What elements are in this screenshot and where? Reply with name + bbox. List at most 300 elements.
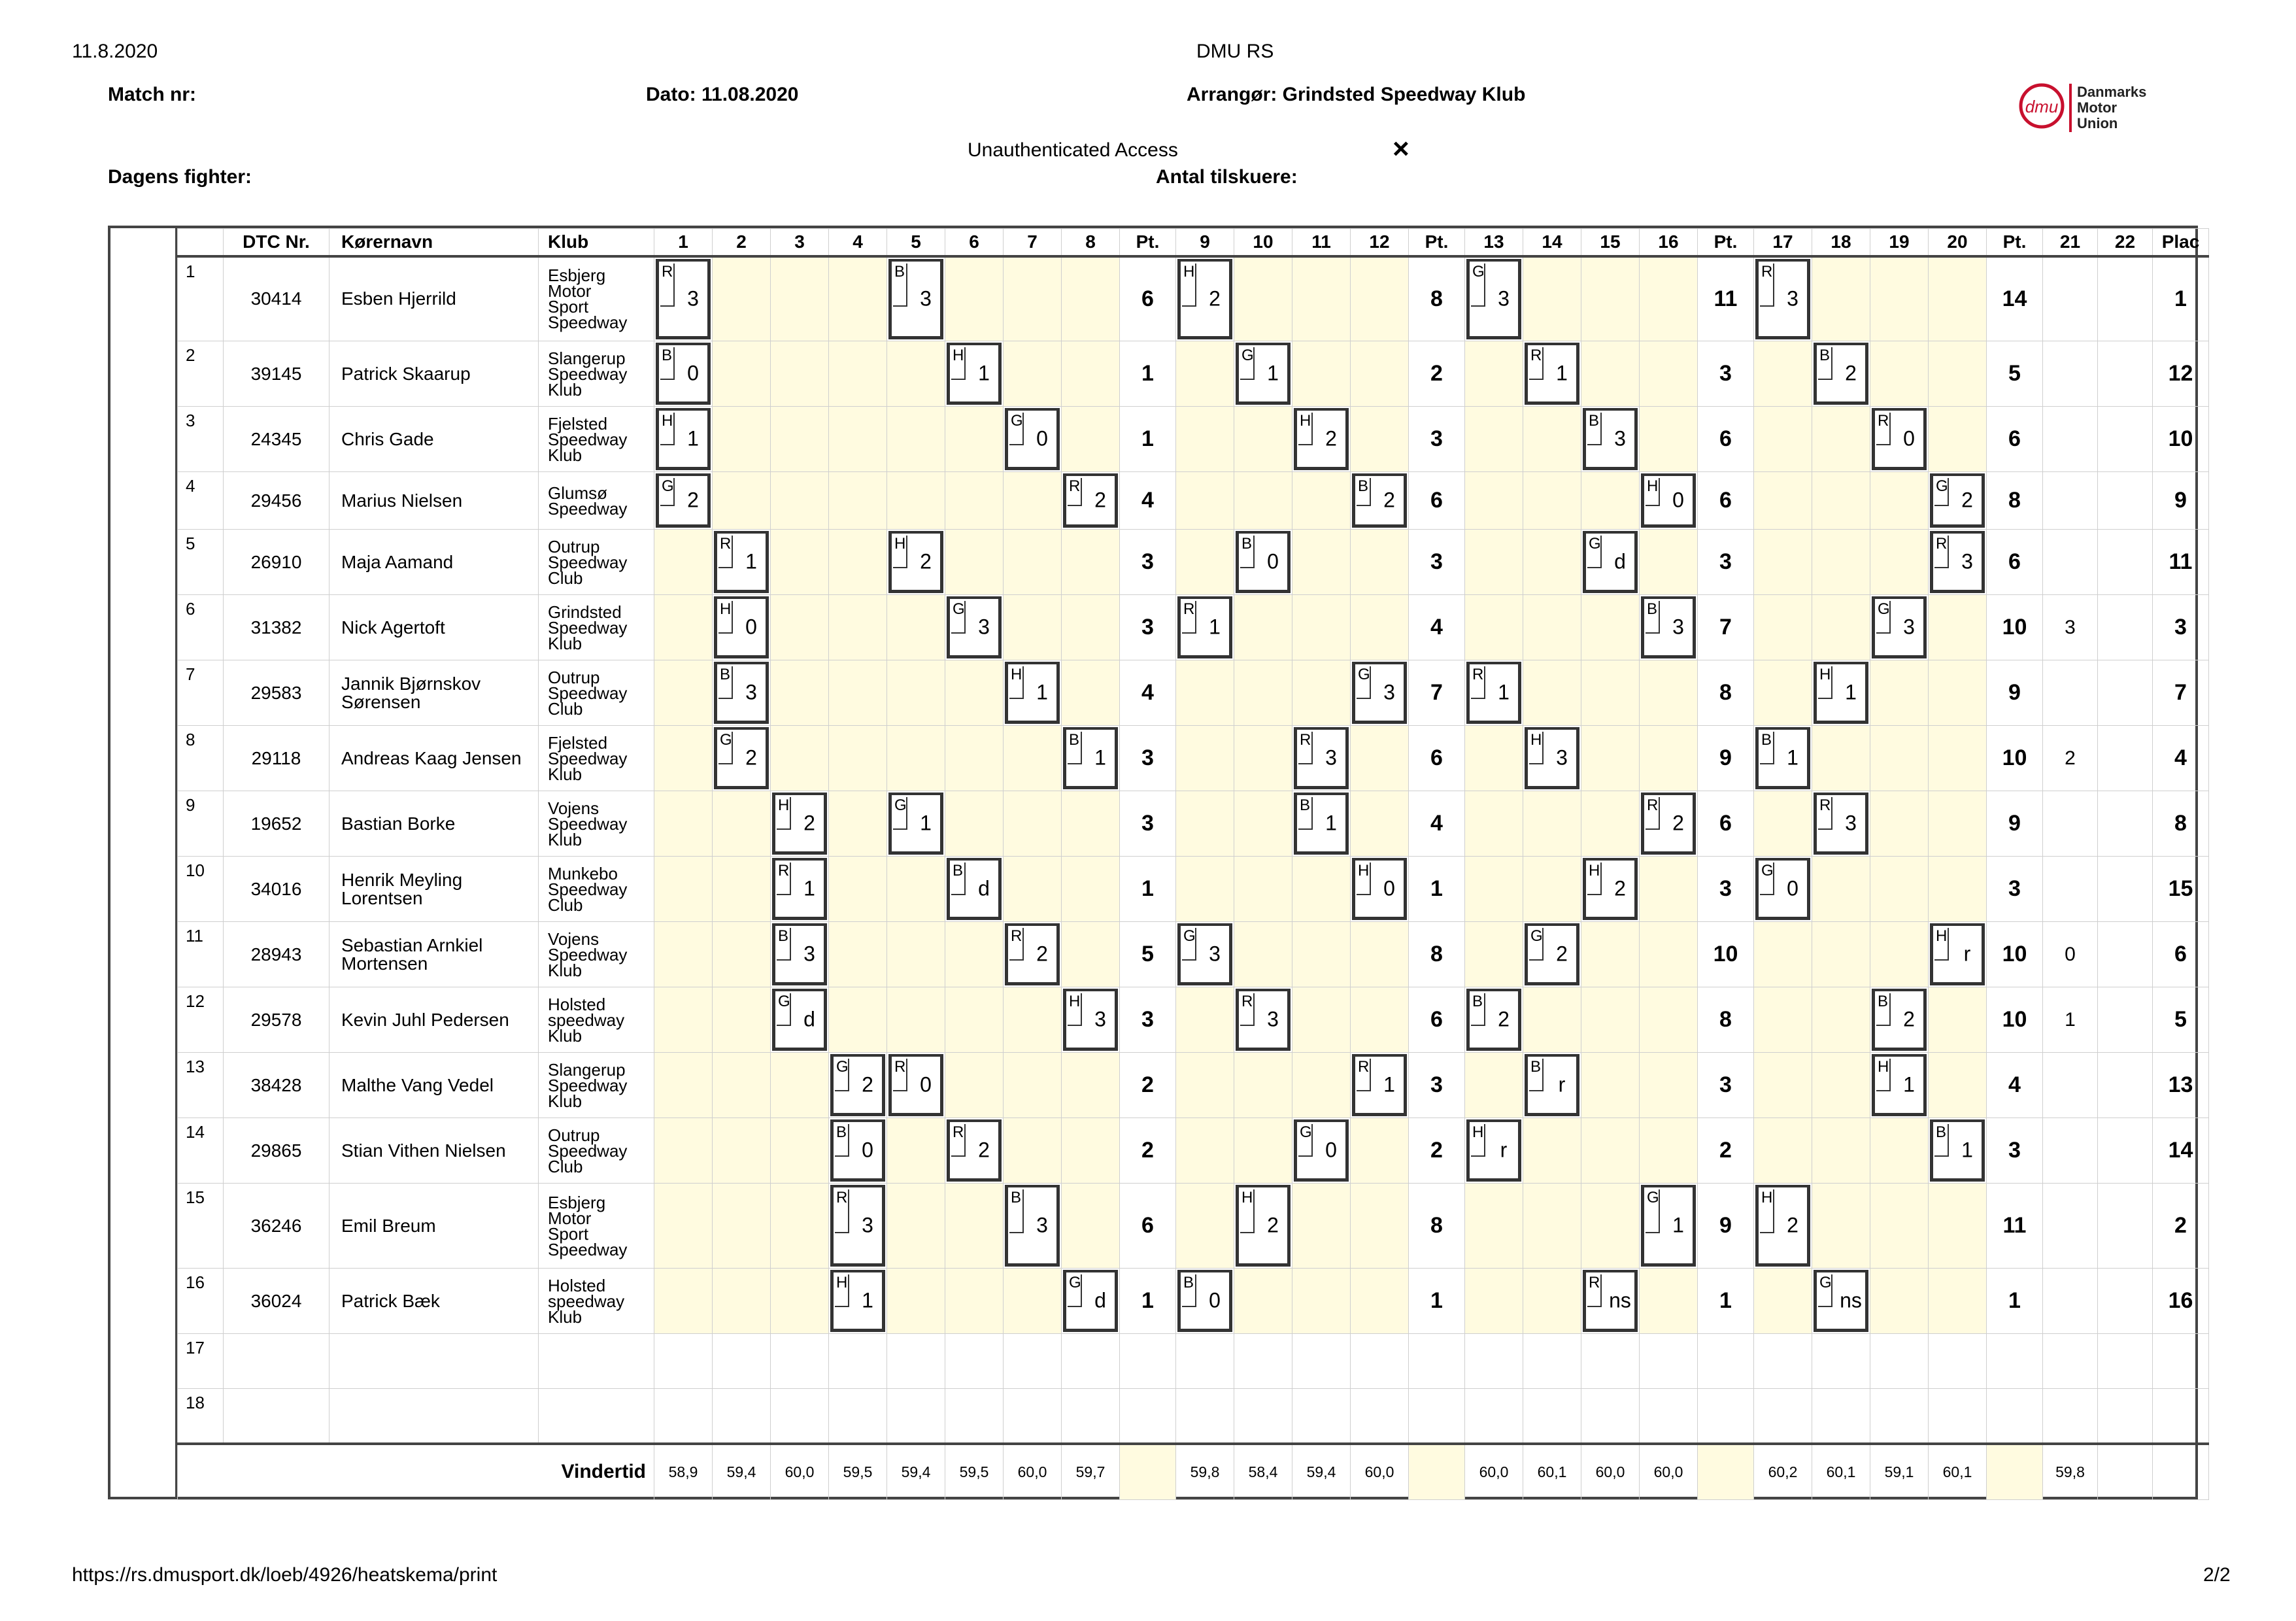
heat-cell [1351,1118,1409,1184]
table-row [178,595,2209,660]
heat-result-box [1177,1270,1232,1332]
rider-number: 3 [178,407,224,472]
points-subtotal: 10 [1987,726,2043,791]
rider-club [539,1269,654,1334]
table-row [178,791,2209,857]
heat-cell [1234,407,1292,472]
club-line: Slangerup [548,348,626,368]
placement [2153,1389,2209,1444]
heat-cell [945,791,1004,857]
heat-cell [1176,660,1234,726]
club-line: Munkebo [548,863,618,883]
heat-cell [1523,1269,1581,1334]
points-subtotal: 10 [1987,595,2043,660]
heat-result-box [1177,259,1232,340]
heat-cell [829,1334,887,1389]
heat-cell [1292,1334,1351,1389]
points-subtotal: 5 [1987,341,2043,407]
club-line: Speedway [548,429,628,449]
heat-cell [1640,922,1698,987]
heat-cell [1870,660,1929,726]
points-subtotal: 7 [1698,595,1754,660]
club-line: Speedway [548,683,628,703]
points-subtotal: 6 [1120,1184,1176,1269]
heat-cell [1581,1053,1640,1118]
heat-cell [1176,530,1234,595]
heat-result-box [1294,793,1349,855]
heat-cell [1292,726,1351,791]
points-subtotal: 3 [1120,530,1176,595]
heat-cell [1062,1184,1120,1269]
heat-result-box [1005,923,1060,985]
club-line: Grindsted [548,602,622,622]
points-subtotal: 2 [1409,1118,1465,1184]
col-header: 17 [1754,229,1812,256]
heat-cell [1581,256,1640,341]
rider-dtc: 34016 [224,857,329,922]
heat-cell [1870,1389,1929,1444]
heat-table [177,228,2209,1500]
heat-result-box [830,1119,885,1182]
heat-cell [829,1389,887,1444]
club-line: Outrup [548,1125,600,1145]
heat-cell [1351,530,1409,595]
placement: 15 [2153,857,2209,922]
heat-cell [1870,922,1929,987]
heat-22-cell [2098,1118,2153,1184]
heat-cell [1523,660,1581,726]
heat-cell [1929,595,1987,660]
heat-cell [1929,1053,1987,1118]
heat-cell [1351,341,1409,407]
gate-label: H [1529,732,1544,764]
gate-label: H [718,601,733,634]
heat-result-box [1236,531,1291,593]
points-subtotal: 3 [1698,341,1754,407]
heat-cell [1640,1118,1698,1184]
heat-cell [1465,341,1523,407]
heat-cell [771,472,829,530]
heat-points: 2 [745,745,757,770]
gate-label: G [777,993,791,1026]
rider-dtc: 38428 [224,1053,329,1118]
heat-cell [1234,530,1292,595]
heat-points: r [1500,1138,1508,1162]
gate-label: B [660,347,675,380]
heat-result-box [888,1054,943,1116]
heat-cell [887,1334,945,1389]
col-header: 19 [1870,229,1929,256]
heat-21-cell: 3 [2043,595,2098,660]
rider-name: Kevin Juhl Pedersen [329,987,539,1053]
col-header: Pt. [1698,229,1754,256]
heat-cell [1176,1389,1234,1444]
points-subtotal: 2 [1120,1118,1176,1184]
heat-cell [1292,791,1351,857]
vindertid-value: 60,2 [1754,1444,1812,1500]
heat-cell [945,922,1004,987]
points-subtotal: 10 [1698,922,1754,987]
heat-21-cell [2043,857,2098,922]
club-line: Club [548,1156,583,1176]
club-line: Klub [548,445,582,465]
heat-cell [1929,1334,1987,1389]
heat-cell [1234,987,1292,1053]
heat-cell [1754,1389,1812,1444]
rider-name: Maja Aamand [329,530,539,595]
heat-result-box [1930,473,1985,528]
rider-name: Jannik Bjørnskov Sørensen [329,660,539,726]
heat-cell [829,660,887,726]
club-line: Motor [548,281,592,301]
heat-21-cell [2043,1389,2098,1444]
heat-cell [1176,1269,1234,1334]
heat-result-box [772,989,827,1051]
rider-club [539,1389,654,1444]
heat-result-box [1466,989,1521,1051]
heat-cell [1870,1053,1929,1118]
col-header: Pt. [1409,229,1465,256]
table-row [178,1269,2209,1334]
points-subtotal: 3 [1409,1053,1465,1118]
heat-points: 2 [1672,811,1684,835]
heat-cell [654,472,713,530]
heat-cell [1812,1118,1870,1184]
heat-cell [1812,407,1870,472]
rider-club [539,726,654,791]
heat-cell [829,1269,887,1334]
heat-result-box [1005,408,1060,470]
points-subtotal [1409,1334,1465,1389]
club-line: Fjelsted [548,732,608,753]
heat-cell [1581,1389,1640,1444]
heat-cell [654,1053,713,1118]
heat-result-box [947,343,1002,405]
points-subtotal: 1 [1987,1269,2043,1334]
gate-label: R [1876,413,1891,445]
heat-cell [1292,407,1351,472]
placement: 3 [2153,595,2209,660]
dmu-logo [2017,78,2174,137]
gate-label: R [1529,347,1544,380]
heat-cell [1292,922,1351,987]
heat-result-box [1063,1270,1118,1332]
club-line: Club [548,698,583,719]
club-line: Speedway [548,748,628,768]
heat-cell [1523,1118,1581,1184]
heat-cell [945,1184,1004,1269]
heat-cell [1754,660,1812,726]
heat-cell [1176,1334,1234,1389]
heat-cell [1062,1053,1120,1118]
close-icon[interactable]: × [1393,133,1410,165]
heat-result-box [1930,531,1985,593]
col-header: 1 [654,229,713,256]
col-header: 16 [1640,229,1698,256]
heat-cell [1062,726,1120,791]
table-row [178,857,2209,922]
heat-cell [771,1118,829,1184]
heat-points: d [803,1007,815,1031]
heat-cell [1292,1184,1351,1269]
col-header: 4 [829,229,887,256]
heat-cell [1523,341,1581,407]
gate-label: H [1646,478,1660,506]
heat-cell [1870,472,1929,530]
print-title: DMU RS [1196,41,1274,62]
heat-cell [771,660,829,726]
rider-name: Nick Agertoft [329,595,539,660]
vindertid-value: 59,8 [2043,1444,2098,1500]
club-line: Speedway [548,813,628,834]
heat-cell [1234,256,1292,341]
heat-cell [654,660,713,726]
heat-cell [654,1334,713,1389]
heat-points: 2 [1961,488,1973,512]
heat-cell [1234,1118,1292,1184]
heat-cell [829,1053,887,1118]
points-subtotal: 1 [1409,857,1465,922]
col-header: 8 [1062,229,1120,256]
heat-cell [1465,472,1523,530]
heat-points: 2 [1325,426,1337,451]
points-subtotal: 9 [1698,1184,1754,1269]
heat-cell [1004,530,1062,595]
gate-label: R [1009,928,1024,961]
points-subtotal: 4 [1987,1053,2043,1118]
col-header: 5 [887,229,945,256]
heat-cell [1004,1389,1062,1444]
heat-result-box [830,1185,885,1267]
heat-result-box [1583,1270,1638,1332]
heat-result-box [1294,408,1349,470]
gate-label: G [1760,862,1774,895]
heat-cell [654,857,713,922]
heat-result-box [1641,1185,1696,1267]
heat-cell [654,1389,713,1444]
heat-22-cell [2098,1389,2153,1444]
placement: 2 [2153,1184,2209,1269]
heat-cell [1581,341,1640,407]
heat-cell [1581,1269,1640,1334]
col-header: Pt. [1120,229,1176,256]
gate-label: G [1646,1189,1660,1233]
rider-number: 15 [178,1184,224,1269]
heat-cell [654,1184,713,1269]
heat-points: 2 [1556,942,1568,966]
heat-result-box [1814,793,1868,855]
heat-points: 2 [862,1072,873,1097]
rider-number: 10 [178,857,224,922]
gate-label: G [1182,928,1196,961]
heat-points: d [1094,1288,1106,1312]
heat-result-box [1930,923,1985,985]
heat-cell [1523,1389,1581,1444]
heat-cell [1234,1389,1292,1444]
col-header: DTC Nr. [224,229,329,256]
heat-points: 2 [978,1138,990,1162]
heat-cell [1754,791,1812,857]
points-subtotal: 6 [1698,791,1754,857]
heat-cell [1523,791,1581,857]
heat-cell [1523,595,1581,660]
col-header: Klub [539,229,654,256]
points-subtotal: 3 [1698,1053,1754,1118]
vindertid-value: 58,4 [1234,1444,1292,1500]
heat-22-cell [2098,987,2153,1053]
heat-cell [1523,922,1581,987]
club-line: Speedway [548,364,628,384]
heat-cell [1812,1269,1870,1334]
heat-cell [1234,1053,1292,1118]
heat-cell [1062,1334,1120,1389]
vindertid-value: 59,5 [945,1444,1004,1500]
rider-number: 18 [178,1389,224,1444]
heat-cell [1176,256,1234,341]
heat-result-box [714,727,769,789]
heat-cell [1812,791,1870,857]
heat-cell [654,726,713,791]
heat-22-cell [2098,857,2153,922]
gate-label: R [1240,993,1255,1026]
col-header: 21 [2043,229,2098,256]
heat-cell [1062,341,1120,407]
heat-cell [1176,726,1234,791]
rider-club [539,595,654,660]
heat-cell [1812,1184,1870,1269]
heat-cell [1465,1118,1523,1184]
col-header: Pt. [1987,229,2043,256]
heat-cell [1351,660,1409,726]
heat-cell [1004,1118,1062,1184]
heat-cell [1812,530,1870,595]
heat-points: 3 [978,615,990,639]
heat-cell [1465,987,1523,1053]
gate-label: B [1182,1274,1196,1307]
heat-cell [1581,857,1640,922]
heat-cell [1004,857,1062,922]
club-line: Slangerup [548,1059,626,1080]
placement: 9 [2153,472,2209,530]
heat-cell [1754,857,1812,922]
heat-cell [1292,1389,1351,1444]
heat-result-box [1063,727,1118,789]
heat-22-cell [2098,256,2153,341]
heat-cell [1870,987,1929,1053]
rider-club [539,660,654,726]
heat-22-cell [2098,530,2153,595]
heat-22-cell [2098,1184,2153,1269]
heat-points: 3 [1498,286,1510,311]
heat-points: 0 [1325,1138,1337,1162]
col-header: 14 [1523,229,1581,256]
heat-cell [1351,256,1409,341]
points-subtotal: 6 [1698,472,1754,530]
rider-number: 7 [178,660,224,726]
heat-cell [1581,791,1640,857]
heat-cell [1640,857,1698,922]
rider-number: 14 [178,1118,224,1184]
heat-cell [1465,857,1523,922]
table-row [178,530,2209,595]
heat-cell [1929,1184,1987,1269]
heat-22-cell [2098,595,2153,660]
heat-cell [1812,857,1870,922]
heat-points: 2 [1903,1007,1915,1031]
heat-points: 0 [1267,549,1279,573]
heat-cell [829,791,887,857]
page-url[interactable]: https://rs.dmusport.dk/loeb/4926/heatskema/print [72,1564,498,1586]
points-subtotal [1698,1334,1754,1389]
vindertid-value: 59,4 [1292,1444,1351,1500]
gate-label: R [951,1124,966,1157]
points-subtotal: 10 [1987,987,2043,1053]
heat-cell [771,726,829,791]
rider-number: 13 [178,1053,224,1118]
heat-cell [1870,595,1929,660]
heat-cell [887,987,945,1053]
heat-cell [887,660,945,726]
heat-result-box [656,408,711,470]
heat-cell [1754,407,1812,472]
heat-points: 3 [1672,615,1684,639]
points-subtotal: 9 [1698,726,1754,791]
points-subtotal [1698,1389,1754,1444]
heat-22-cell [2098,922,2153,987]
gate-label: H [1876,1059,1891,1091]
col-header: 9 [1176,229,1234,256]
heat-cell [1292,987,1351,1053]
heat-points: r [1963,942,1971,966]
vindertid-value: 58,9 [654,1444,713,1500]
heat-cell [1176,472,1234,530]
heat-cell [1351,726,1409,791]
club-line: Fjelsted [548,413,608,434]
gate-label: R [1934,536,1949,568]
heat-cell [829,256,887,341]
heat-points: 1 [745,549,757,573]
rider-club [539,987,654,1053]
heat-cell [1176,1184,1234,1269]
heat-cell [1870,407,1929,472]
club-line: Speedway [548,617,628,638]
heat-cell [1292,1053,1351,1118]
points-subtotal: 6 [1987,530,2043,595]
heat-points: 0 [1787,876,1798,900]
club-line: Holsted [548,1275,606,1295]
heat-21-cell [2043,407,2098,472]
gate-label: B [718,666,733,699]
heat-cell [887,726,945,791]
heat-cell [887,472,945,530]
heat-points: 3 [1209,942,1221,966]
heat-result-box [947,858,1002,920]
table-row [178,987,2209,1053]
heat-cell [1234,595,1292,660]
heat-points: 1 [687,426,699,451]
heat-cell [1581,595,1640,660]
gate-label: G [1240,347,1255,380]
heat-cell [945,1269,1004,1334]
rider-dtc: 39145 [224,341,329,407]
rider-dtc: 28943 [224,922,329,987]
gate-label: G [1587,536,1602,568]
club-line: speedway [548,1010,625,1030]
gate-label: B [1876,993,1891,1026]
club-line: Speedway [548,1140,628,1161]
heat-cell [771,530,829,595]
heat-points: ns [1609,1288,1631,1312]
